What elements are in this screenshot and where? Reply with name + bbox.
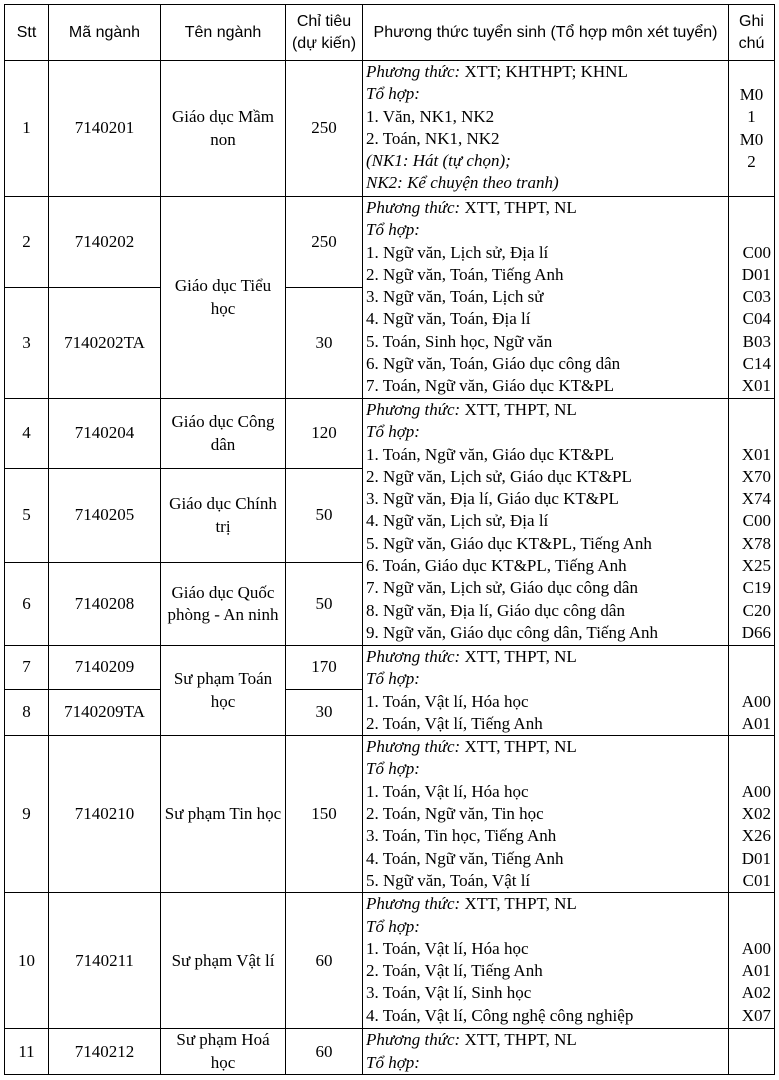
method-line	[366, 1029, 725, 1051]
cell-chi-tieu: 60	[286, 893, 363, 1029]
subject-code: C04	[742, 309, 771, 329]
subject-code: D01	[741, 264, 771, 284]
combination-item: 1. Toán, Vật lí, Hóa học	[366, 691, 529, 711]
combination-label: Tổ hợp:	[366, 422, 420, 442]
subject-code: X01	[741, 376, 771, 396]
method-value: XTT, THPT, NL	[464, 647, 577, 666]
combination-item: 1. Văn, NK1, NK2	[366, 106, 495, 126]
combination-label: Tổ hợp:	[366, 669, 420, 689]
cell-stt: 6	[5, 563, 49, 646]
table-row	[5, 646, 775, 690]
method-line	[366, 736, 725, 758]
cell-stt: 5	[5, 469, 49, 563]
cell-ten-nganh-merged: Giáo dục Tiểu học	[161, 197, 286, 399]
subject-code: X25	[741, 556, 771, 576]
combination-item: 1. Toán, Vật lí, Hóa học	[366, 938, 529, 958]
subject-code: X02	[741, 804, 771, 824]
subject-code: X07	[741, 1005, 771, 1025]
subject-code: A01	[741, 961, 771, 981]
header-ghi-chu: Ghi chú	[729, 5, 775, 61]
subject-code: X26	[741, 826, 771, 846]
combination-item: 2. Toán, Vật lí, Tiếng Anh	[366, 713, 543, 733]
cell-ten-nganh: Giáo dục Quốc phòng - An ninh	[161, 563, 286, 646]
combination-item: 1. Toán, Vật lí, Hóa học	[366, 781, 529, 801]
cell-ghi-chu	[729, 736, 775, 893]
method-line	[366, 61, 725, 83]
method-value: XTT, THPT, NL	[464, 1030, 577, 1050]
cell-ten-nganh: Sư phạm Vật lí	[161, 893, 286, 1029]
subject-code: A00	[741, 781, 771, 801]
cell-ghi-chu	[729, 1029, 775, 1075]
combination-item: 4. Toán, Vật lí, Công nghệ công nghiệp	[366, 1005, 634, 1025]
header-ma-nganh: Mã ngành	[49, 5, 161, 61]
cell-ghi-chu	[729, 61, 775, 197]
cell-ma-nganh: 7140201	[49, 61, 161, 197]
subject-code: D66	[741, 622, 771, 642]
cell-ten-nganh-merged: Sư phạm Toán học	[161, 646, 286, 736]
cell-stt: 7	[5, 646, 49, 690]
subject-code: C00	[742, 242, 771, 262]
subject-code: C20	[742, 600, 771, 620]
combination-item: 3. Ngữ văn, Địa lí, Giáo dục KT&PL	[366, 489, 619, 509]
combination-item: 6. Ngữ văn, Toán, Giáo dục công dân	[366, 354, 621, 374]
cell-ma-nganh: 7140204	[49, 399, 161, 469]
subject-code: M0	[739, 84, 764, 104]
method-label: Phương thức:	[366, 400, 461, 419]
combination-item: 3. Ngữ văn, Toán, Lịch sử	[366, 287, 544, 307]
cell-ten-nganh: Giáo dục Mầm non	[161, 61, 286, 197]
cell-chi-tieu: 170	[286, 646, 363, 690]
subject-code: M0	[739, 129, 764, 149]
combination-item: 5. Toán, Sinh học, Ngữ văn	[366, 331, 553, 351]
table-row	[5, 893, 775, 1029]
subject-code: C19	[742, 578, 771, 598]
header-ten-nganh: Tên ngành	[161, 5, 286, 61]
cell-ten-nganh: Sư phạm Tin học	[161, 736, 286, 893]
cell-chi-tieu: 50	[286, 469, 363, 563]
table-row	[5, 61, 775, 197]
combination-note: NK2: Kể chuyện theo tranh)	[366, 173, 559, 193]
cell-phuong-thuc	[363, 399, 729, 646]
subject-code: A00	[741, 691, 771, 711]
cell-ten-nganh: Sư phạm Hoá học	[161, 1029, 286, 1075]
cell-phuong-thuc	[363, 197, 729, 399]
cell-stt: 8	[5, 690, 49, 736]
cell-ma-nganh: 7140210	[49, 736, 161, 893]
cell-ma-nganh: 7140211	[49, 893, 161, 1029]
cell-stt: 10	[5, 893, 49, 1029]
cell-phuong-thuc	[363, 893, 729, 1029]
subject-code: X78	[741, 533, 771, 553]
combination-label: Tổ hợp:	[366, 759, 420, 779]
header-row	[5, 5, 775, 61]
cell-ma-nganh: 7140209	[49, 646, 161, 690]
combination-item: 2. Ngữ văn, Toán, Tiếng Anh	[366, 264, 564, 284]
combination-item: 2. Ngữ văn, Lịch sử, Giáo dục KT&PL	[366, 466, 632, 486]
subject-code: D01	[741, 848, 771, 868]
combination-label: Tổ hợp:	[366, 1052, 420, 1072]
table-row	[5, 736, 775, 893]
cell-ghi-chu	[729, 399, 775, 646]
subject-code: 1	[747, 107, 756, 127]
method-label: Phương thức:	[366, 62, 461, 81]
method-line	[366, 646, 725, 668]
admissions-table	[4, 4, 775, 1075]
header-stt: Stt	[5, 5, 49, 61]
combination-item: 3. Toán, Vật lí, Sinh học	[366, 983, 532, 1003]
cell-phuong-thuc	[363, 646, 729, 736]
subject-code: B03	[742, 331, 771, 351]
cell-chi-tieu: 250	[286, 61, 363, 197]
cell-stt: 3	[5, 288, 49, 399]
cell-ten-nganh: Giáo dục Công dân	[161, 399, 286, 469]
cell-chi-tieu: 30	[286, 288, 363, 399]
cell-phuong-thuc	[363, 736, 729, 893]
subject-code: C01	[742, 870, 771, 890]
cell-ma-nganh: 7140202TA	[49, 288, 161, 399]
combination-item: 4. Toán, Ngữ văn, Tiếng Anh	[366, 848, 564, 868]
combination-item: 1. Ngữ văn, Lịch sử, Địa lí	[366, 242, 549, 262]
combination-item: 1. Toán, Ngữ văn, Giáo dục KT&PL	[366, 444, 615, 464]
subject-code: X74	[741, 489, 771, 509]
subject-code: 2	[747, 151, 756, 171]
cell-stt: 2	[5, 197, 49, 288]
combination-item: 4. Ngữ văn, Lịch sử, Địa lí	[366, 511, 549, 531]
cell-ma-nganh: 7140202	[49, 197, 161, 288]
cell-chi-tieu: 150	[286, 736, 363, 893]
cell-ten-nganh: Giáo dục Chính trị	[161, 469, 286, 563]
cell-chi-tieu: 60	[286, 1029, 363, 1075]
combination-item: 7. Toán, Ngữ văn, Giáo dục KT&PL	[366, 376, 615, 396]
cell-chi-tieu: 250	[286, 197, 363, 288]
combination-item: 2. Toán, Vật lí, Tiếng Anh	[366, 961, 543, 981]
cell-ma-nganh: 7140209TA	[49, 690, 161, 736]
cell-chi-tieu: 30	[286, 690, 363, 736]
table-row	[5, 399, 775, 469]
cell-stt: 4	[5, 399, 49, 469]
combination-item: 5. Ngữ văn, Giáo dục KT&PL, Tiếng Anh	[366, 533, 652, 553]
combination-item: 9. Ngữ văn, Giáo dục công dân, Tiếng Anh	[366, 622, 659, 642]
cell-phuong-thuc	[363, 1029, 729, 1075]
cell-ghi-chu	[729, 646, 775, 736]
subject-code: A02	[741, 983, 771, 1003]
combination-item: 7. Ngữ văn, Lịch sử, Giáo dục công dân	[366, 578, 638, 598]
method-line	[366, 893, 725, 915]
cell-ma-nganh: 7140212	[49, 1029, 161, 1075]
combination-label: Tổ hợp:	[366, 220, 420, 240]
method-value: XTT, THPT, NL	[464, 737, 577, 757]
method-value: XTT, THPT, NL	[464, 198, 577, 217]
subject-code: X70	[741, 466, 771, 486]
method-label: Phương thức:	[366, 198, 461, 217]
table-row	[5, 1029, 775, 1075]
subject-code: C00	[742, 511, 771, 531]
method-label: Phương thức:	[366, 894, 461, 914]
cell-ghi-chu	[729, 197, 775, 399]
cell-stt: 9	[5, 736, 49, 893]
method-value: XTT, THPT, NL	[464, 894, 577, 914]
combination-item: 8. Ngữ văn, Địa lí, Giáo dục công dân	[366, 600, 625, 620]
combination-item: 5. Ngữ văn, Toán, Vật lí	[366, 870, 531, 890]
subject-code: C14	[742, 354, 771, 374]
combination-note: (NK1: Hát (tự chọn);	[366, 151, 511, 171]
method-value: XTT, THPT, NL	[464, 400, 577, 419]
cell-chi-tieu: 120	[286, 399, 363, 469]
header-phuong-thuc: Phương thức tuyển sinh (Tổ hợp môn xét tuyển)	[363, 5, 729, 61]
combination-item: 2. Toán, NK1, NK2	[366, 128, 500, 148]
cell-phuong-thuc	[363, 61, 729, 197]
method-line	[366, 197, 725, 219]
combination-item: 6. Toán, Giáo dục KT&PL, Tiếng Anh	[366, 556, 627, 576]
cell-ghi-chu	[729, 893, 775, 1029]
cell-chi-tieu: 50	[286, 563, 363, 646]
combination-item: 4. Ngữ văn, Toán, Địa lí	[366, 309, 531, 329]
method-label: Phương thức:	[366, 1030, 461, 1050]
subject-code: A00	[741, 938, 771, 958]
header-chi-tieu: Chỉ tiêu (dự kiến)	[286, 5, 363, 61]
method-value: XTT; KHTHPT; KHNL	[464, 62, 628, 81]
method-line	[366, 399, 725, 421]
subject-code: C03	[742, 287, 771, 307]
subject-code: A01	[741, 713, 771, 733]
method-label: Phương thức:	[366, 737, 461, 757]
method-label: Phương thức:	[366, 647, 461, 666]
combination-label: Tổ hợp:	[366, 916, 420, 936]
cell-stt: 1	[5, 61, 49, 197]
table-row	[5, 197, 775, 288]
cell-stt: 11	[5, 1029, 49, 1075]
combination-label: Tổ hợp:	[366, 84, 420, 104]
cell-ma-nganh: 7140208	[49, 563, 161, 646]
combination-item: 2. Toán, Ngữ văn, Tin học	[366, 804, 544, 824]
subject-code: X01	[741, 444, 771, 464]
combination-item: 3. Toán, Tin học, Tiếng Anh	[366, 826, 557, 846]
cell-ma-nganh: 7140205	[49, 469, 161, 563]
